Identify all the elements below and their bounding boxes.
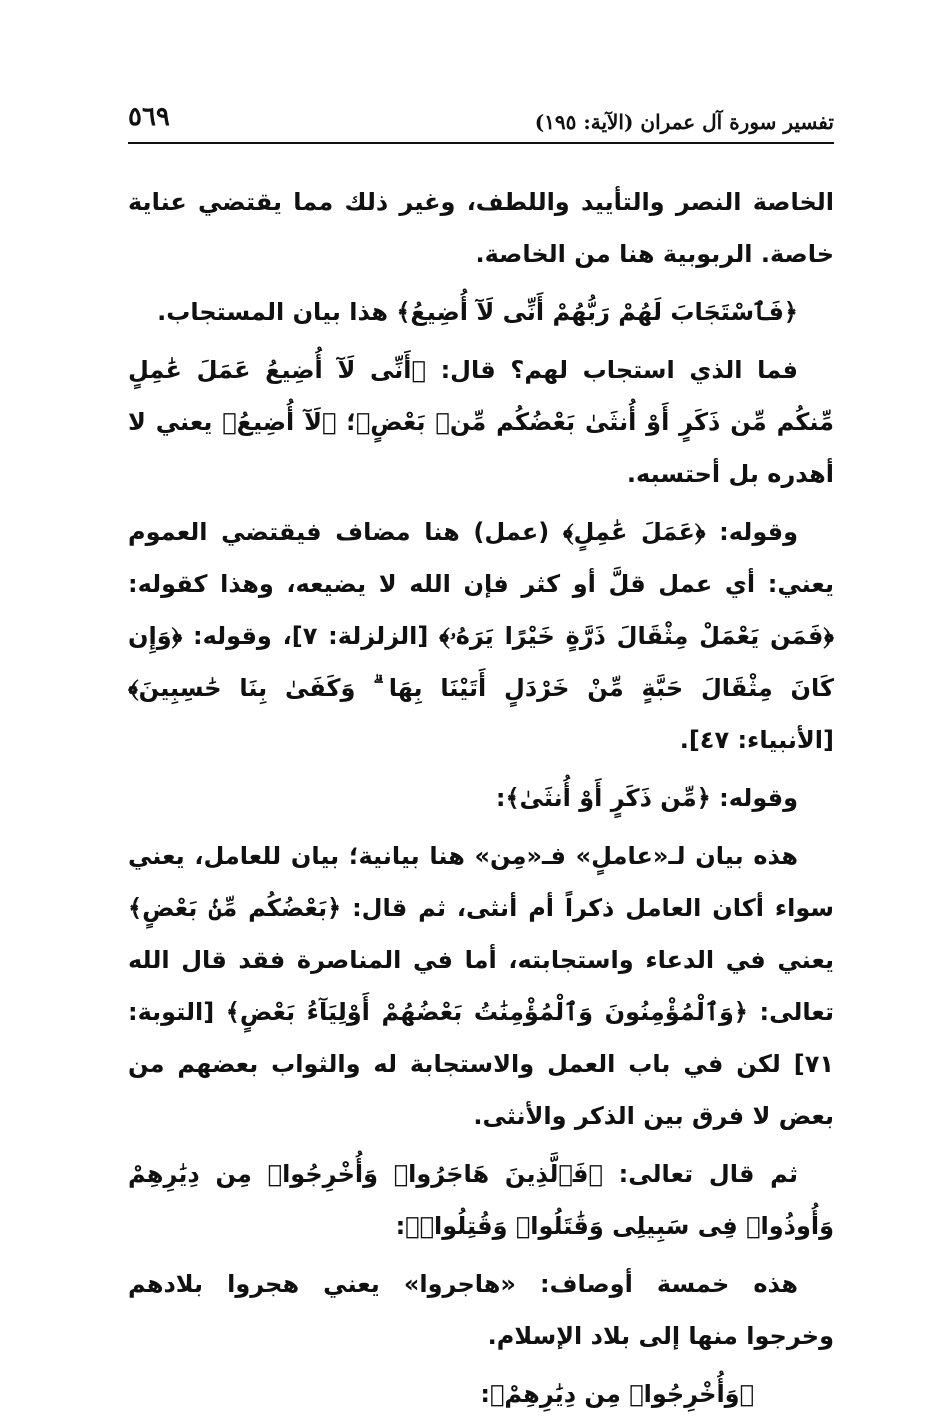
page-body	[128, 176, 834, 1420]
paragraph: وقوله: ﴿عَمَلَ عَٰمِلٍ﴾ (عمل) هنا مضاف فيقتضي العموم يعني: أي عمل قلَّ أو كثر فإن الله لا يضيعه، وهذا كقوله: ﴿فَمَن يَعْمَلْ مِثْقَالَ ذَرَّةٍ خَيْرًا يَرَهُۥ﴾ [الزلزلة: ٧]، وقوله: ﴿وَإِن كَانَ مِثْقَالَ حَبَّةٍ مِّنْ خَرْدَلٍ أَتَيْنَا بِهَا ۗ وَكَفَىٰ بِنَا حَٰسِبِينَ﴾ [الأنبياء: ٤٧].	[128, 518, 834, 754]
paragraph: فما الذي استجاب لهم؟ قال: ﴿أَنِّى لَآ أُضِيعُ عَمَلَ عَٰمِلٍ مِّنكُم مِّن ذَكَرٍ أَوْ أُنثَىٰ بَعْضُكُم مِّنۢ بَعْضٍ﴾؛ ﴿لَآ أُضِيعُ﴾ يعني لا أهدره بل أحتسبه.	[128, 356, 834, 488]
paragraph: الخاصة النصر والتأييد واللطف، وغير ذلك مما يقتضي عناية خاصة. الربوبية هنا من الخاصة.	[128, 188, 834, 268]
paragraph: ثم قال تعالى: ﴿فَٱلَّذِينَ هَاجَرُوا۟ وَأُخْرِجُوا۟ مِن دِيَٰرِهِمْ وَأُوذُوا۟ فِى سَبِيلِى وَقَٰتَلُوا۟ وَقُتِلُوا۟﴾:	[128, 1160, 834, 1240]
paragraph: هذه خمسة أوصاف: «هاجروا» يعني هجروا بلادهم وخرجوا منها إلى بلاد الإسلام.	[128, 1270, 834, 1350]
paragraph: ﴿وَأُخْرِجُوا۟ مِن دِيَٰرِهِمْ﴾:	[480, 1380, 754, 1408]
paragraph: هذه بيان لـ«عاملٍ» فـ«مِن» هنا بيانية؛ بيان للعامل، يعني سواء أكان العامل ذكراً أم أنثى، ثم قال: ﴿بَعْضُكُم مِّنۢ بَعْضٍ﴾ يعني في الدعاء واستجابته، أما في المناصرة فقد قال الله تعالى: ﴿وَٱلْمُؤْمِنُونَ وَٱلْمُؤْمِنَٰتُ بَعْضُهُمْ أَوْلِيَآءُ بَعْضٍ﴾ [التوبة: ٧١] لكن في باب العمل والاستجابة له والثواب بعضهم من بعض لا فرق بين الذكر والأنثى.	[128, 842, 834, 1130]
paragraph: وقوله: ﴿مِّن ذَكَرٍ أَوْ أُنثَىٰ﴾:	[495, 784, 798, 812]
header-divider	[128, 142, 834, 144]
page-header	[128, 92, 834, 138]
page-number: ٥٦٩	[128, 102, 170, 132]
running-title: تفسير سورة آل عمران (الآية: ١٩٥)	[534, 110, 834, 134]
paragraph: ﴿فَٱسْتَجَابَ لَهُمْ رَبُّهُمْ أَنِّى لَآ أُضِيعُ﴾ هذا بيان المستجاب.	[157, 298, 798, 326]
